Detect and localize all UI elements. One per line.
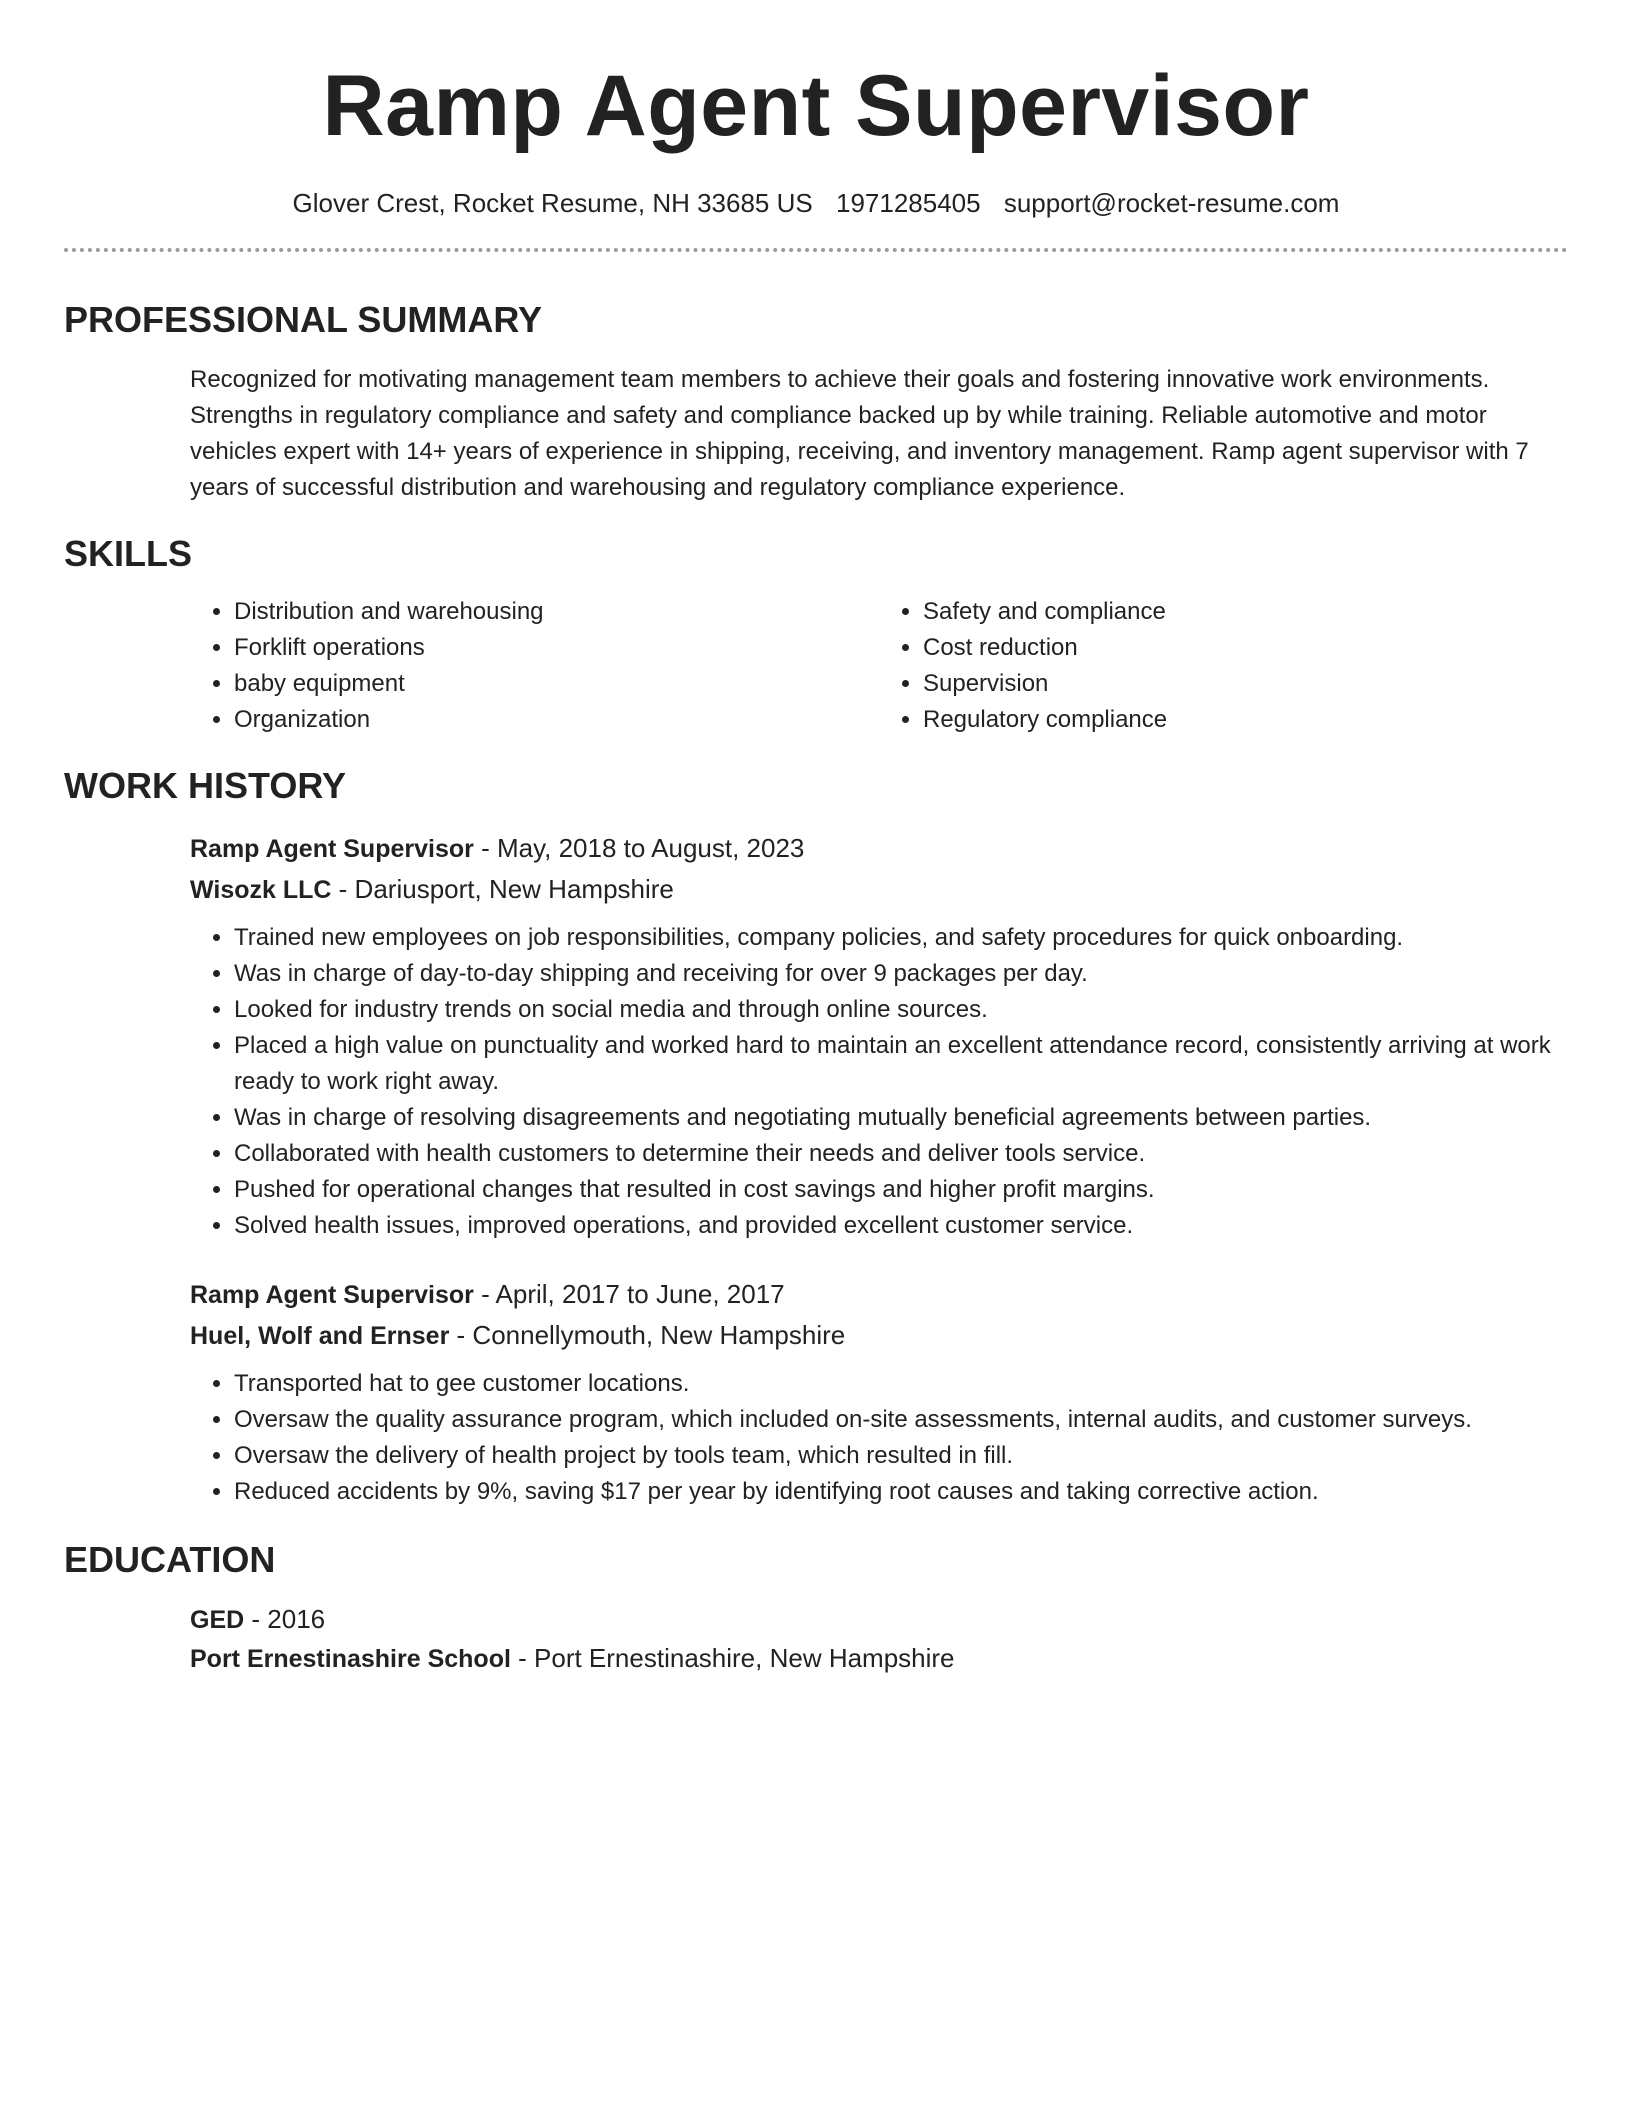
job-dates: - April, 2017 to June, 2017: [473, 1279, 785, 1309]
skill-item: • Regulatory compliance: [923, 702, 1568, 738]
candidate-name: Ramp Agent Supervisor: [322, 58, 1310, 154]
summary-section: [64, 298, 1568, 506]
job-bullet: • Looked for industry trends on social media and through online sources.: [234, 992, 1568, 1028]
job-bullet: • Trained new employees on job responsibilities, company policies, and safety procedures for quick onboarding.: [234, 920, 1568, 956]
job-location: - Dariusport, New Hampshire: [331, 874, 674, 904]
job-dates: - May, 2018 to August, 2023: [473, 833, 805, 863]
job-bullet: • Was in charge of day-to-day shipping and receiving for over 9 packages per day.: [234, 956, 1568, 992]
degree: GED: [190, 1606, 245, 1634]
job-role: Ramp Agent Supervisor: [190, 835, 474, 863]
education-section: [64, 1538, 1568, 1678]
job-bullet: • Oversaw the quality assurance program, which included on-site assessments, internal audits, and customer surveys.: [234, 1402, 1568, 1438]
degree-line: [190, 1600, 1568, 1639]
job-bullets: [190, 1366, 1568, 1510]
email: support@rocket-resume.com: [1003, 188, 1340, 218]
school-location: - Port Ernestinashire, New Hampshire: [510, 1643, 955, 1673]
phone: 1971285405: [835, 188, 981, 218]
address: Glover Crest, Rocket Resume, NH 33685 US: [292, 188, 813, 218]
skill-item: • baby equipment: [234, 666, 879, 702]
education-heading: EDUCATION: [64, 1539, 276, 1580]
school-line: [190, 1639, 1568, 1678]
job-entry: [190, 828, 1568, 1244]
degree-year: - 2016: [244, 1604, 326, 1634]
job-role: Ramp Agent Supervisor: [190, 1281, 474, 1309]
skill-item: • Forklift operations: [234, 630, 879, 666]
education-entry: [190, 1600, 1568, 1678]
skills-section: [64, 532, 1568, 738]
contact-line: [64, 186, 1568, 220]
job-bullet: • Solved health issues, improved operations, and provided excellent customer service.: [234, 1208, 1568, 1244]
work-history-section: [64, 764, 1568, 1510]
job-company: Wisozk LLC: [190, 876, 332, 904]
summary-text: Recognized for motivating management team members to achieve their goals and fostering innovative work environments. Strengths in regulatory compliance and safety and compliance backed up by while training. Reliable automotive and motor vehicles expert with 14+ years of experience in shipping, receiving, and inventory management. Ramp agent supervisor with 7 years of successful distribution and warehousing and regulatory compliance experience.: [190, 366, 1529, 501]
skills-list-right: [879, 594, 1568, 738]
skills-list-left: [190, 594, 879, 738]
school-name: Port Ernestinashire School: [190, 1645, 511, 1673]
summary-heading: PROFESSIONAL SUMMARY: [64, 299, 543, 340]
job-title-line: [190, 1274, 1568, 1315]
job-title-line: [190, 828, 1568, 869]
skills-heading: SKILLS: [64, 533, 193, 574]
job-company-line: [190, 869, 1568, 910]
job-bullet: • Collaborated with health customers to determine their needs and deliver tools service.: [234, 1136, 1568, 1172]
skill-item: • Organization: [234, 702, 879, 738]
skill-item: • Supervision: [923, 666, 1568, 702]
skill-item: • Cost reduction: [923, 630, 1568, 666]
job-bullet: • Reduced accidents by 9%, saving $17 per year by identifying root causes and taking corrective action.: [234, 1474, 1568, 1510]
job-bullet: • Placed a high value on punctuality and worked hard to maintain an excellent attendance record, consistently arriving at work ready to work right away.: [234, 1028, 1568, 1100]
job-bullets: [190, 920, 1568, 1244]
job-bullet: • Transported hat to gee customer locations.: [234, 1366, 1568, 1402]
work-history-heading: WORK HISTORY: [64, 765, 347, 806]
job-entry: [190, 1274, 1568, 1510]
job-bullet: • Was in charge of resolving disagreements and negotiating mutually beneficial agreements between parties.: [234, 1100, 1568, 1136]
skill-item: • Safety and compliance: [923, 594, 1568, 630]
job-company-line: [190, 1315, 1568, 1356]
job-bullet: • Pushed for operational changes that resulted in cost savings and higher profit margins.: [234, 1172, 1568, 1208]
skill-item: • Distribution and warehousing: [234, 594, 879, 630]
job-company: Huel, Wolf and Ernser: [190, 1322, 450, 1350]
header-divider: [64, 248, 1568, 252]
skills-grid: [190, 594, 1568, 738]
job-location: - Connellymouth, New Hampshire: [449, 1320, 846, 1350]
job-bullet: • Oversaw the delivery of health project by tools team, which resulted in fill.: [234, 1438, 1568, 1474]
